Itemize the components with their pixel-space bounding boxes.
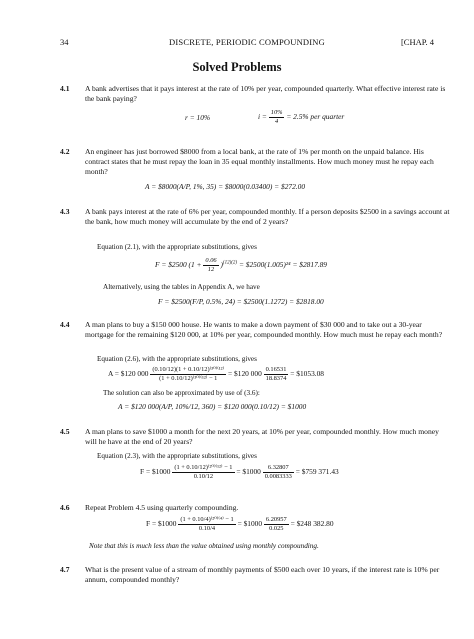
eq-rhs: = $1053.08 <box>290 369 324 379</box>
eq-denominator: 4 <box>275 118 279 125</box>
problem-number: 4.7 <box>60 565 70 574</box>
eq-denominator: (1 + 0.10/12)⁽³⁰⁾⁽¹²⁾ − 1 <box>159 375 218 382</box>
note-text: Note that this is much less than the value obtained using monthly compounding. <box>89 542 319 550</box>
eq-lhs: F = $1000 <box>140 467 171 477</box>
equation-4-3-alt: F = $2500(F/P, 0.5%, 24) = $2500(1.1272) = $2818.00 <box>158 297 324 306</box>
page-number: 34 <box>60 37 69 47</box>
problem-text: What is the present value of a stream of monthly payments of $500 each over 10 years, if the interest rate is 10% per annum, compounded monthly? <box>85 565 440 584</box>
problem-4-3 <box>60 207 450 239</box>
eq-rhs: = $759 371.43 <box>295 467 339 477</box>
problem-4-1 <box>60 84 450 110</box>
eq-denominator: 0.10/12 <box>193 473 214 480</box>
eq-lhs: F = $1000 <box>146 519 177 529</box>
problem-4-5 <box>60 427 450 449</box>
eq-mid: = $120 000 <box>228 369 262 379</box>
eq-fraction-2 <box>264 366 289 383</box>
eq-rhs: = $2500(1.005)²⁴ = $2817.89 <box>238 260 327 270</box>
running-title: DISCRETE, PERIODIC COMPOUNDING <box>169 37 325 47</box>
equation-4-4 <box>108 366 324 383</box>
problem-number: 4.4 <box>60 320 70 329</box>
problem-text: A man plans to buy a $150 000 house. He wants to make a down payment of $30 000 and to take out a 30-year mortgage for the remaining $120 000, at 10% per year, compounded monthly. How much must he repay each month? <box>85 320 443 339</box>
eq-rhs: = $248 382.80 <box>290 519 334 529</box>
eq-numerator: 0.06 <box>205 257 217 264</box>
eq-fraction <box>172 464 234 481</box>
lead-text: Equation (2.6), with the appropriate substitutions, gives <box>97 355 257 363</box>
problem-text: Repeat Problem 4.5 using quarterly compounding. <box>85 503 239 512</box>
problem-text: A bank advertises that it pays interest at the rate of 10% per year, compounded quarterly. What effective interest rate is the bank paying? <box>85 84 446 103</box>
problem-text: A man plans to save $1000 a month for the next 20 years, at 10% per year, compounded monthly. How much money will he have at the end of 20 years? <box>85 427 439 446</box>
eq-denominator-2: 0.025 <box>269 525 284 532</box>
problem-4-7 <box>60 565 450 587</box>
problem-text: A bank pays interest at the rate of 6% per year, compounded monthly. If a person deposits $2500 in a savings account at the bank, how much money will accumulate by the end of 2 years? <box>85 207 450 226</box>
lead-text: Equation (2.1), with the appropriate substitutions, gives <box>97 243 257 251</box>
lead-text: Equation (2.3), with the appropriate substitutions, gives <box>97 452 257 460</box>
eq-lhs: i = <box>258 112 267 122</box>
equation-4-1-i <box>258 109 344 126</box>
eq-numerator-2: 6.20957 <box>265 516 287 523</box>
eq-exponent: (12)(2) <box>222 260 238 266</box>
equation-4-5 <box>140 464 339 481</box>
equation-4-1-r: r = 10% <box>185 113 211 122</box>
eq-numerator: (1 + 0.10/4)⁽²⁰⁾⁽⁴⁾ − 1 <box>180 516 234 523</box>
section-title: Solved Problems <box>192 60 282 74</box>
eq-denominator-2: 18.8374 <box>265 375 287 382</box>
problem-4-4 <box>60 320 450 352</box>
eq-denominator: 12 <box>207 266 215 273</box>
eq-fraction-2 <box>263 464 294 481</box>
chapter-label: [CHAP. 4 <box>400 37 434 47</box>
eq-numerator-2: 0.16531 <box>265 366 287 373</box>
equation-4-6 <box>146 516 334 533</box>
page-header <box>60 37 434 49</box>
problem-4-6 <box>60 503 450 515</box>
alt-text: Alternatively, using the tables in Appendix A, we have <box>103 283 260 291</box>
eq-denominator-2: 0.0083333 <box>264 473 292 480</box>
eq-fraction-2 <box>264 516 289 533</box>
eq-denominator: 0.10/4 <box>198 525 216 532</box>
problem-4-2 <box>60 147 450 179</box>
eq-numerator: (0.10/12)(1 + 0.10/12)⁽³⁰⁾⁽¹²⁾ <box>152 366 225 373</box>
problem-number: 4.3 <box>60 207 70 216</box>
eq-fraction <box>269 109 285 126</box>
equation-4-2: A = $8000(A/P, 1%, 35) = $8000(0.03400) = $272.00 <box>145 182 306 191</box>
eq-paren-right: ) <box>220 260 223 270</box>
problem-number: 4.6 <box>60 503 70 512</box>
eq-mid: = $1000 <box>237 519 263 529</box>
problem-number: 4.2 <box>60 147 70 156</box>
equation-4-4-approx: A = $120 000(A/P, 10%/12, 360) = $120 000(0.10/12) = $1000 <box>118 402 307 411</box>
approx-text: The solution can also be approximated by use of (3.6): <box>103 389 260 397</box>
eq-paren-left: (1 + <box>188 260 202 270</box>
problem-number: 4.5 <box>60 427 70 436</box>
eq-numerator-2: 6.32807 <box>263 464 294 473</box>
eq-numerator: 10% <box>270 109 283 116</box>
eq-lhs: F = $2500 <box>155 260 187 270</box>
eq-mid: = $1000 <box>236 467 261 477</box>
eq-numerator: (1 + 0.10/12)⁽²⁰⁾⁽¹²⁾ − 1 <box>174 464 233 471</box>
eq-fraction <box>203 257 218 274</box>
equation-4-3 <box>155 257 327 274</box>
problem-text: An engineer has just borrowed $8000 from a local bank, at the rate of 1% per month on the unpaid balance. His contract states that he must repay the loan in 35 equal monthly installments. How much money must he repay each month? <box>85 147 434 176</box>
eq-fraction <box>178 516 235 533</box>
eq-fraction <box>150 366 226 383</box>
eq-lhs: A = $120 000 <box>108 369 149 379</box>
eq-rhs: = 2.5% per quarter <box>286 112 345 122</box>
problem-number: 4.1 <box>60 84 70 93</box>
